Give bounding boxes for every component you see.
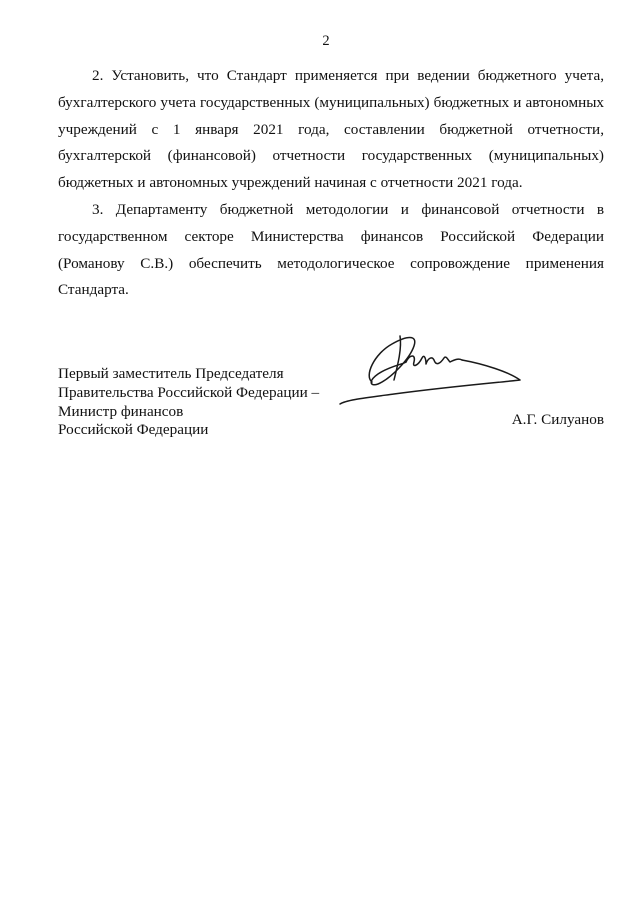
document-body xyxy=(58,63,604,304)
signer-position-line: Министр финансов xyxy=(58,402,184,420)
signer-position-line: Первый заместитель Председателя xyxy=(58,365,284,382)
signer-name: А.Г. Силуанов xyxy=(511,411,604,428)
signer-position xyxy=(58,365,338,440)
page-number: 2 xyxy=(322,33,330,49)
paragraph-2: 2. Установить, что Стандарт применяется при ведении бюджетного учета, бухгалтерского учета государственных (муниципальных) бюджетных и автономных учреждений с 1 января 2021 года, составлении бюджетной отчетности, бухгалтерской (финансовой) отчетности государственных (муниципальных) бюджетных и автономных учреждений начиная с отчетности 2021 года. xyxy=(58,67,604,192)
signer-position-line: Правительства Российской Федерации – xyxy=(58,383,320,401)
paragraph-3: 3. Департаменту бюджетной методологии и финансовой отчетности в государственном секторе Министерства финансов Российской Федерации (Романову С.В.) обеспечить методологическое сопровождение применения Стандарта. xyxy=(58,200,604,299)
signer-position-line: Российской Федерации xyxy=(58,421,209,439)
handwritten-signature xyxy=(334,324,534,410)
